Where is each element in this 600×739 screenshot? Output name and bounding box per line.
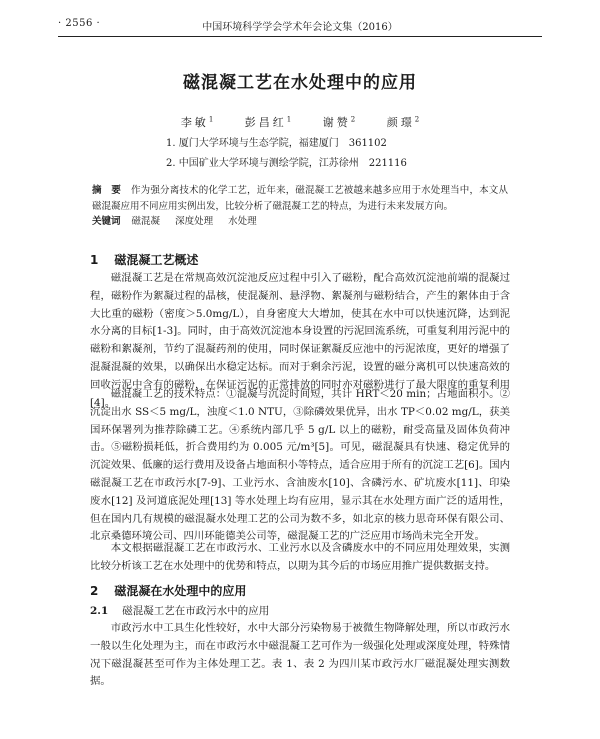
- keyword: 深度处理: [175, 216, 214, 227]
- author-affil-mark: 2: [350, 115, 356, 124]
- abstract-text: 作为强分离技术的化学工艺，近年来，磁混凝工艺被越来越多应用于水处理当中，本文从磁混凝应用不同应用实例出发，比较分析了磁混凝工艺的特点，为进行未来发展方向。: [92, 185, 508, 212]
- body-paragraph: 磁混凝工艺的技术特点：①混凝与沉淀时间短，共计 HRT＜20 min；占地面积小。②沉淀出水 SS＜5 mg/L，浊度＜1.0 NTU，③除磷效果优异，出水 TP＜0.02 mg/L，获美国环保署列为推荐除磷工艺。④系统内部几乎 5 g/L 以上的磁粉，耐受高量及固体负荷冲击。⑤磁粉损耗低，折合费用约为 0.005 元/m³[5]。可见，磁混凝具有快速、稳定优异的沉淀效果、低廉的运行费用及设备占地面积小等特点，适合应用于所有的沉淀工艺[6]。国内磁混凝工艺在市政污水[7-9]、工业污水、含油废水[10]、含磷污水、矿坑废水[11]、印染废水[12] 及河道底泥处理[13] 等水处理上均有应用，显示其在水处理方面广泛的适用性，但在国内几有规模的磁混凝水处理工艺的公司为数不多，如北京的核力思奇环保有限公司、北京桑德环境公司、四川环能德美公司等，磁混凝工艺的广泛应用市场尚未完全开发。: [90, 388, 510, 543]
- keyword: 磁混凝: [131, 216, 161, 227]
- author-name: 谢赞: [322, 116, 351, 129]
- keyword: 水处理: [228, 216, 257, 227]
- author-list: [0, 114, 600, 130]
- header-rule: [58, 36, 542, 37]
- author: [387, 116, 419, 129]
- author-name: 颜璟: [386, 116, 415, 129]
- author-name: 李敏: [180, 116, 209, 129]
- section-number: 2: [90, 584, 99, 598]
- body-paragraph: 磁混凝工艺是在常规高效沉淀池反应过程中引入了磁粉，配合高效沉淀池前端的混凝过程，磁粉作为絮凝过程的晶核，使混凝剂、悬浮物、絮凝剂与磁粉结合，产生的絮体由于含大比重的磁粉（密度＞5.0mg/L），自身密度大大增加，使其在水中可以快速沉降，达到泥水分离的目标[1-3]。同时，由于高效沉淀池本身设置的污泥回流系统，可重复利用污泥中的磁粉和絮凝剂，节约了混凝药剂的使用，同时保证絮凝反应池中的污泥浓度，更好的增强了混凝混凝的效果，以确保出水稳定达标。而对于剩余污泥，设置的磁分离机可以快速高效的回收污泥中含有的磁粉，在保证污泥的正常排放的同时亦对磁粉进行了最大限度的重复利用[4]。: [90, 272, 510, 409]
- keywords-label: 关键词: [92, 216, 121, 227]
- author: [245, 116, 291, 129]
- paper-title: 磁混凝工艺在水处理中的应用: [183, 73, 417, 93]
- section-heading-1: [90, 251, 198, 268]
- abstract: [92, 183, 508, 215]
- body-paragraph: 本文根据磁混凝工艺在市政污水、工业污水以及含磷废水中的不同应用处理效果，实测比较分析该工艺在水处理中的优势和特点，以期为其今后的市场应用推广提供数据支持。: [90, 542, 510, 572]
- affiliations: [166, 134, 407, 174]
- author-affil-mark: 1: [208, 115, 214, 124]
- subsection-title: 磁混凝工艺在市政污水中的应用: [122, 605, 270, 617]
- author-affil-mark: 2: [414, 115, 420, 124]
- section-title: 磁混凝在水处理中的应用: [114, 584, 247, 598]
- section-number: 1: [90, 253, 99, 267]
- journal-name: 中国环境科学学会学术年会论文集（2016）: [202, 22, 398, 33]
- section-title: 磁混凝工艺概述: [114, 253, 199, 267]
- author-name: 彭昌红: [244, 116, 287, 129]
- keywords: [92, 213, 508, 227]
- author: [323, 116, 355, 129]
- abstract-label: 摘 要: [92, 185, 122, 196]
- subsection-number: 2.1: [90, 605, 109, 617]
- running-header: [58, 18, 542, 34]
- author-affil-mark: 1: [286, 115, 292, 124]
- subsection-heading-2-1: [90, 603, 269, 618]
- affiliation: 1. 厦门大学环境与生态学院，福建厦门 361102: [166, 138, 387, 149]
- section-heading-2: [90, 582, 246, 599]
- author: [181, 116, 213, 129]
- page-number: · 2556 ·: [58, 18, 101, 29]
- affiliation: 2. 中国矿业大学环境与测绘学院，江苏徐州 221116: [166, 158, 407, 169]
- body-paragraph: 市政污水中工具生化性较好，水中大部分污染物易于被微生物降解处理，所以市政污水一般以生化处理为主，而在市政污水中磁混凝工艺可作为一级强化处理或深度处理，特殊情况下磁混凝甚至可作为主体处理工艺。表 1、表 2 为四川某市政污水厂磁混凝处理实测数据。: [90, 622, 510, 688]
